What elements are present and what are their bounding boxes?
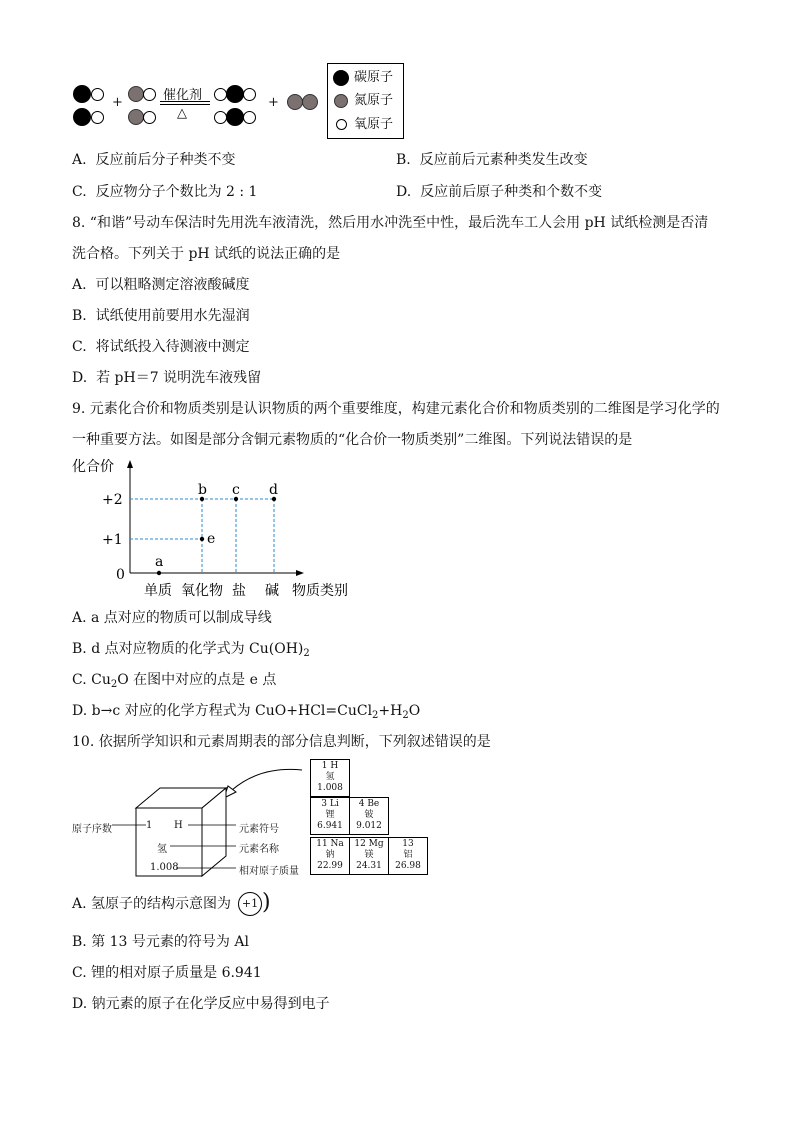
xtick-salt: 盐 xyxy=(232,583,246,599)
cell-lithium xyxy=(311,798,350,835)
atomic-mass: 1.008 xyxy=(150,862,179,873)
option-label: B. xyxy=(72,308,87,324)
option-text: O 在图中对应的点是 e 点 xyxy=(117,672,277,688)
cell-name: 氢 xyxy=(325,772,335,782)
element-name-label: 元素名称 xyxy=(239,844,279,855)
q7-option-d[interactable] xyxy=(396,183,602,201)
atom-legend xyxy=(327,63,404,139)
q10-option-a[interactable] xyxy=(72,890,271,915)
q9-option-a[interactable]: A. a 点对应的物质可以制成导线 xyxy=(72,610,272,626)
nitrogen-atom xyxy=(287,94,303,110)
xtick-element: 单质 xyxy=(144,583,172,599)
option-text: 反应物分子个数比为 2 : 1 xyxy=(95,184,258,200)
subscript: 2 xyxy=(110,679,118,690)
label-b: b xyxy=(198,482,207,498)
q8-option-d[interactable] xyxy=(72,369,261,387)
option-label: A. xyxy=(72,277,87,293)
cell-mass: 6.941 xyxy=(317,821,343,831)
curve-arrow xyxy=(232,769,302,790)
cell-number-symbol: 11 Na xyxy=(316,839,344,849)
option-label: B. xyxy=(396,152,411,168)
heat-symbol: △ xyxy=(177,106,187,121)
cell-number-symbol: 13 xyxy=(402,839,414,849)
q8-option-b[interactable] xyxy=(72,307,250,325)
q7-option-a[interactable] xyxy=(72,151,235,169)
label-a: a xyxy=(155,554,164,570)
option-text: C. Cu xyxy=(72,672,111,688)
cell-hydrogen xyxy=(311,760,350,797)
option-text: 若 pH＝7 说明洗车液残留 xyxy=(96,370,262,386)
q8-stem-line1: 8. “和谐”号动车保洁时先用洗车液清洗，然后用水冲洗至中性，最后洗车工人会用 pH 试纸检测是否清 xyxy=(72,215,709,231)
q10-option-b[interactable]: B. 第 13 号元素的符号为 Al xyxy=(72,934,249,950)
q10-option-d[interactable]: D. 钠元素的原子在化学反应中易得到电子 xyxy=(72,996,330,1012)
q10-option-c[interactable]: C. 锂的相对原子质量是 6.941 xyxy=(72,965,262,981)
subscript: 2 xyxy=(303,648,310,659)
legend-nitrogen-label: 氮原子 xyxy=(354,93,394,108)
equals-line-bottom xyxy=(160,104,210,105)
q9-option-d[interactable] xyxy=(72,702,420,725)
cell-number-symbol: 3 Li xyxy=(321,799,339,809)
oxygen-atom xyxy=(143,111,156,124)
cell-mass: 9.012 xyxy=(356,821,382,831)
cell-mass: 24.31 xyxy=(356,861,382,871)
cell-name: 铍 xyxy=(364,810,374,820)
tick-plus2: +2 xyxy=(102,492,123,508)
q9-option-b[interactable] xyxy=(72,640,310,663)
option-text: 试纸使用前要用水先湿润 xyxy=(95,308,250,324)
equals-line-top xyxy=(160,101,210,102)
tick-plus1: +1 xyxy=(102,532,123,548)
carbon-atom xyxy=(226,85,244,103)
q7-option-c[interactable] xyxy=(72,183,257,201)
xtick-base: 碱 xyxy=(265,583,279,599)
nitrogen-legend-icon xyxy=(334,94,348,108)
option-text: A. 氢原子的结构示意图为 xyxy=(72,896,232,912)
cell-name: 钠 xyxy=(325,850,335,860)
cell-aluminum xyxy=(389,838,428,875)
element-symbol: H xyxy=(174,820,183,831)
label-d: d xyxy=(269,482,278,498)
cell-mass: 1.008 xyxy=(317,783,343,793)
option-text: B. d 点对应物质的化学式为 Cu(OH) xyxy=(72,641,304,657)
legend-carbon-label: 碳原子 xyxy=(354,70,394,85)
element-name: 氢 xyxy=(157,844,167,855)
point-a xyxy=(157,571,161,575)
option-text: +H xyxy=(378,703,403,719)
oxygen-atom xyxy=(91,88,104,101)
valence-category-chart xyxy=(60,455,380,605)
option-text: 反应前后分子种类不变 xyxy=(95,152,236,168)
nitrogen-atom xyxy=(302,94,318,110)
y-axis-label: 化合价 xyxy=(72,459,114,475)
q8-option-a[interactable] xyxy=(72,276,249,294)
option-label: C. xyxy=(72,184,87,200)
pt-row-2 xyxy=(310,797,389,835)
q8-option-c[interactable] xyxy=(72,338,250,356)
plus-sign: + xyxy=(268,95,279,110)
option-label: C. xyxy=(72,339,87,355)
cell-beryllium xyxy=(350,798,389,835)
q9-stem-line2: 一种重要方法。如图是部分含铜元素物质的“化合价一物质类别”二维图。下列说法错误的是 xyxy=(72,432,633,448)
option-label: A. xyxy=(72,152,87,168)
point-e xyxy=(200,537,204,541)
nitrogen-atom xyxy=(128,86,144,102)
x-axis-arrow xyxy=(296,570,304,576)
cell-sodium xyxy=(311,838,350,875)
tick-zero: 0 xyxy=(116,567,125,583)
electron-shell-arc: ) xyxy=(262,890,271,915)
option-text: 将试纸投入待测液中测定 xyxy=(95,339,250,355)
option-text: D. b→c 对应的化学方程式为 CuO+HCl=CuCl xyxy=(72,703,373,719)
element-symbol-label: 元素符号 xyxy=(239,824,279,835)
oxygen-legend-icon xyxy=(336,119,347,130)
option-label: D. xyxy=(396,184,412,200)
carbon-atom xyxy=(73,85,91,103)
carbon-legend-icon xyxy=(333,70,349,86)
oxygen-atom xyxy=(143,88,156,101)
oxygen-atom xyxy=(91,111,104,124)
carbon-atom xyxy=(226,108,244,126)
cell-number-symbol: 1 H xyxy=(321,761,339,771)
cell-name: 铝 xyxy=(403,850,413,860)
q8-stem-line2: 洗合格。下列关于 pH 试纸的说法正确的是 xyxy=(72,246,341,262)
q7-option-b[interactable] xyxy=(396,151,588,169)
cell-name: 锂 xyxy=(325,810,335,820)
oxygen-atom xyxy=(243,111,256,124)
cell-number-symbol: 4 Be xyxy=(358,799,380,809)
legend-oxygen-label: 氧原子 xyxy=(354,117,394,132)
atomic-mass-label: 相对原子质量 xyxy=(239,866,299,877)
q9-option-c[interactable] xyxy=(72,671,276,694)
xtick-oxide: 氧化物 xyxy=(181,583,223,599)
nucleus-circle: +1 xyxy=(238,892,262,916)
option-label: D. xyxy=(72,370,88,386)
cell-magnesium xyxy=(350,838,389,875)
atomic-number: 1 xyxy=(146,820,153,831)
oxygen-atom xyxy=(243,88,256,101)
y-axis-arrow xyxy=(127,460,133,468)
subscript: 2 xyxy=(372,710,379,721)
cell-number-symbol: 12 Mg xyxy=(354,839,384,849)
atomic-number-label: 原子序数 xyxy=(72,824,112,835)
q10-stem: 10. 依据所学知识和元素周期表的部分信息判断，下列叙述错误的是 xyxy=(72,734,491,750)
catalyst-label: 催化剂 xyxy=(163,88,203,103)
option-text: 可以粗略测定溶液酸碱度 xyxy=(95,277,250,293)
cell-name: 镁 xyxy=(364,850,374,860)
x-axis-label: 物质类别 xyxy=(292,583,348,599)
option-text: 反应前后原子种类和个数不变 xyxy=(420,184,603,200)
label-e: e xyxy=(207,531,216,547)
carbon-atom xyxy=(73,108,91,126)
label-c: c xyxy=(232,482,240,498)
nitrogen-atom xyxy=(128,109,144,125)
cell-mass: 26.98 xyxy=(395,861,421,871)
option-text: 反应前后元素种类发生改变 xyxy=(419,152,588,168)
option-text: O xyxy=(408,703,421,719)
pt-row-1 xyxy=(310,759,350,797)
q9-stem-line1: 9. 元素化合价和物质类别是认识物质的两个重要维度，构建元素化合价和物质类别的二维图是学习化学的 xyxy=(72,401,720,417)
subscript: 2 xyxy=(402,710,409,721)
cell-mass: 22.99 xyxy=(317,861,343,871)
pt-row-3 xyxy=(310,837,428,875)
plus-sign: + xyxy=(112,95,123,110)
